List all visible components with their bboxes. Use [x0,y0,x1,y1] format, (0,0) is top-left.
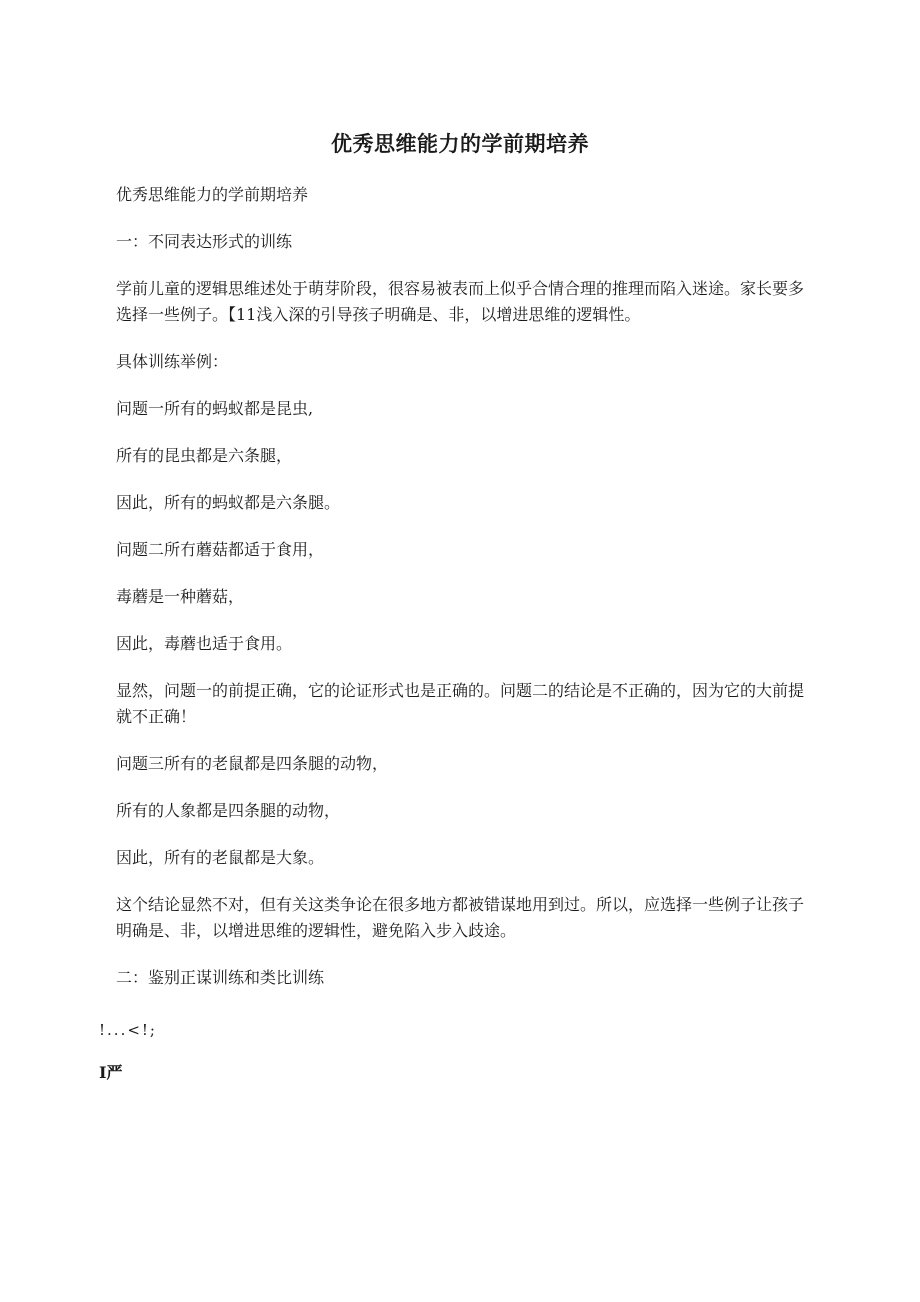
paragraph-conclusion [99,892,806,944]
document-body [116,182,806,1012]
paragraph-subtitle: 优秀思维能力的学前期培养 [116,185,309,204]
paragraph-analysis [99,678,806,730]
paragraph-analysis-text: 显然，问题一的前提正确，它的论证形式也是正确的。问题二的结论是不正确的，因为它的大前提就不正确！ [116,681,805,726]
document-title: 优秀思维能力的学前期培养 [331,132,589,156]
paragraph-q1-line1: 问题一所有的蚂蚁都是昆虫, [116,399,314,418]
paragraph-q1-line2: 所有的昆虫都是六条腿， [116,446,293,465]
paragraph-section-two-heading: 二：鉴别正谋训练和类比训练 [116,968,325,987]
ocr-fragment-2: I严 [99,1063,123,1082]
paragraph-q2-line1: 问题二所冇蘑菇都适于食用， [116,540,325,559]
paragraph-intro [99,276,806,328]
paragraph-q2-line3: 因此，毒蘑也适于食用。 [116,634,293,653]
paragraph-q3-line1: 问题三所有的老鼠都是四条腿的动物， [116,754,389,773]
paragraph-q2-line2: 毒蘑是一种蘑菇， [116,587,245,606]
paragraph-q3-line2: 所有的人象都是四条腿的动物， [116,801,341,820]
paragraph-section-one-heading: 一：不同表达形式的训练 [116,232,293,251]
paragraph-q1-line3: 因此，所有的蚂蚁都是六条腿。 [116,493,341,512]
paragraph-q3-line3: 因此，所有的老鼠都是大象。 [116,848,325,867]
paragraph-intro-text: 学前儿童的逻辑思维述处于萌芽阶段，很容易被表而上似乎合情合理的推理而陷入迷途。家长要多选择一些例子。【11浅入深的引导孩子明确是、非，以增进思维的逻辑性。 [116,279,805,324]
paragraph-examples-label: 具体训练举例： [116,352,229,371]
paragraph-conclusion-text: 这个结论显然不对，但有关这类争论在很多地方都被错谋地用到过。所以，应选择一些例子让孩子明确是、非，以增进思维的逻辑性，避免陷入步入歧途。 [116,895,805,940]
ocr-fragment-1: !...<!; [99,1021,157,1039]
